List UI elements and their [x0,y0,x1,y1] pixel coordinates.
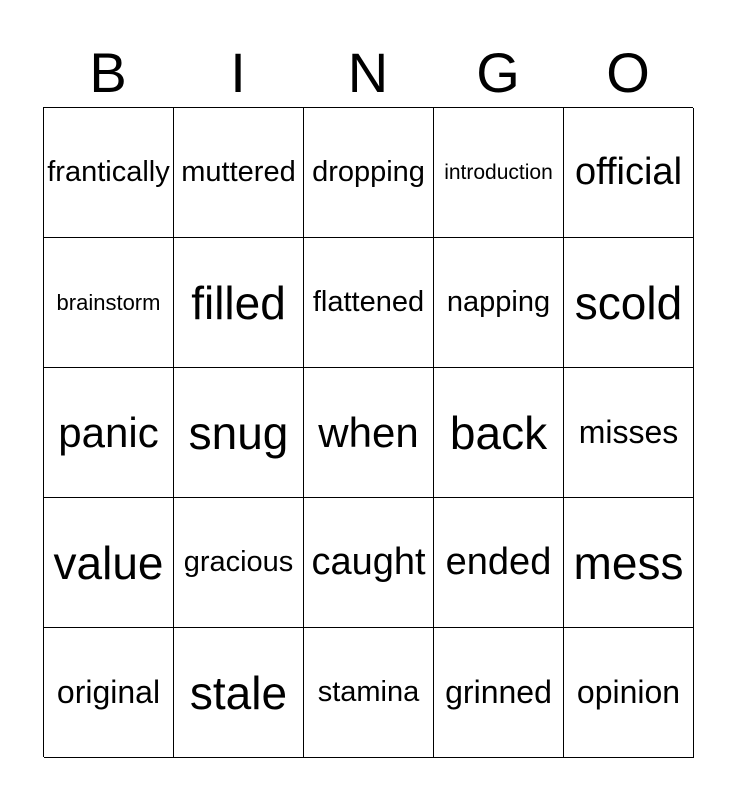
bingo-cell[interactable]: when [304,368,434,498]
bingo-cell[interactable]: dropping [304,108,434,238]
bingo-board [43,107,693,757]
bingo-cell[interactable]: original [44,628,174,758]
bingo-cell[interactable]: gracious [174,498,304,628]
bingo-cell[interactable]: mess [564,498,694,628]
bingo-cell[interactable]: misses [564,368,694,498]
bingo-cell[interactable]: official [564,108,694,238]
bingo-header [43,40,693,106]
bingo-cell[interactable]: grinned [434,628,564,758]
bingo-cell[interactable]: muttered [174,108,304,238]
bingo-cell[interactable]: back [434,368,564,498]
header-letter-i: I [230,41,246,104]
header-letter-g: G [476,41,520,104]
bingo-cell[interactable]: scold [564,238,694,368]
bingo-cell[interactable]: introduction [434,108,564,238]
bingo-cell[interactable]: value [44,498,174,628]
bingo-cell[interactable]: brainstorm [44,238,174,368]
bingo-cell[interactable]: caught [304,498,434,628]
bingo-cell[interactable]: napping [434,238,564,368]
bingo-cell[interactable]: frantically [44,108,174,238]
bingo-cell[interactable]: snug [174,368,304,498]
bingo-cell[interactable]: panic [44,368,174,498]
bingo-cell[interactable]: ended [434,498,564,628]
bingo-cell[interactable]: filled [174,238,304,368]
header-letter-o: O [606,41,650,104]
bingo-cell[interactable]: stale [174,628,304,758]
bingo-cell[interactable]: flattened [304,238,434,368]
header-letter-n: N [347,41,389,104]
bingo-cell[interactable]: opinion [564,628,694,758]
header-letter-b: B [89,41,127,104]
bingo-cell[interactable]: stamina [304,628,434,758]
